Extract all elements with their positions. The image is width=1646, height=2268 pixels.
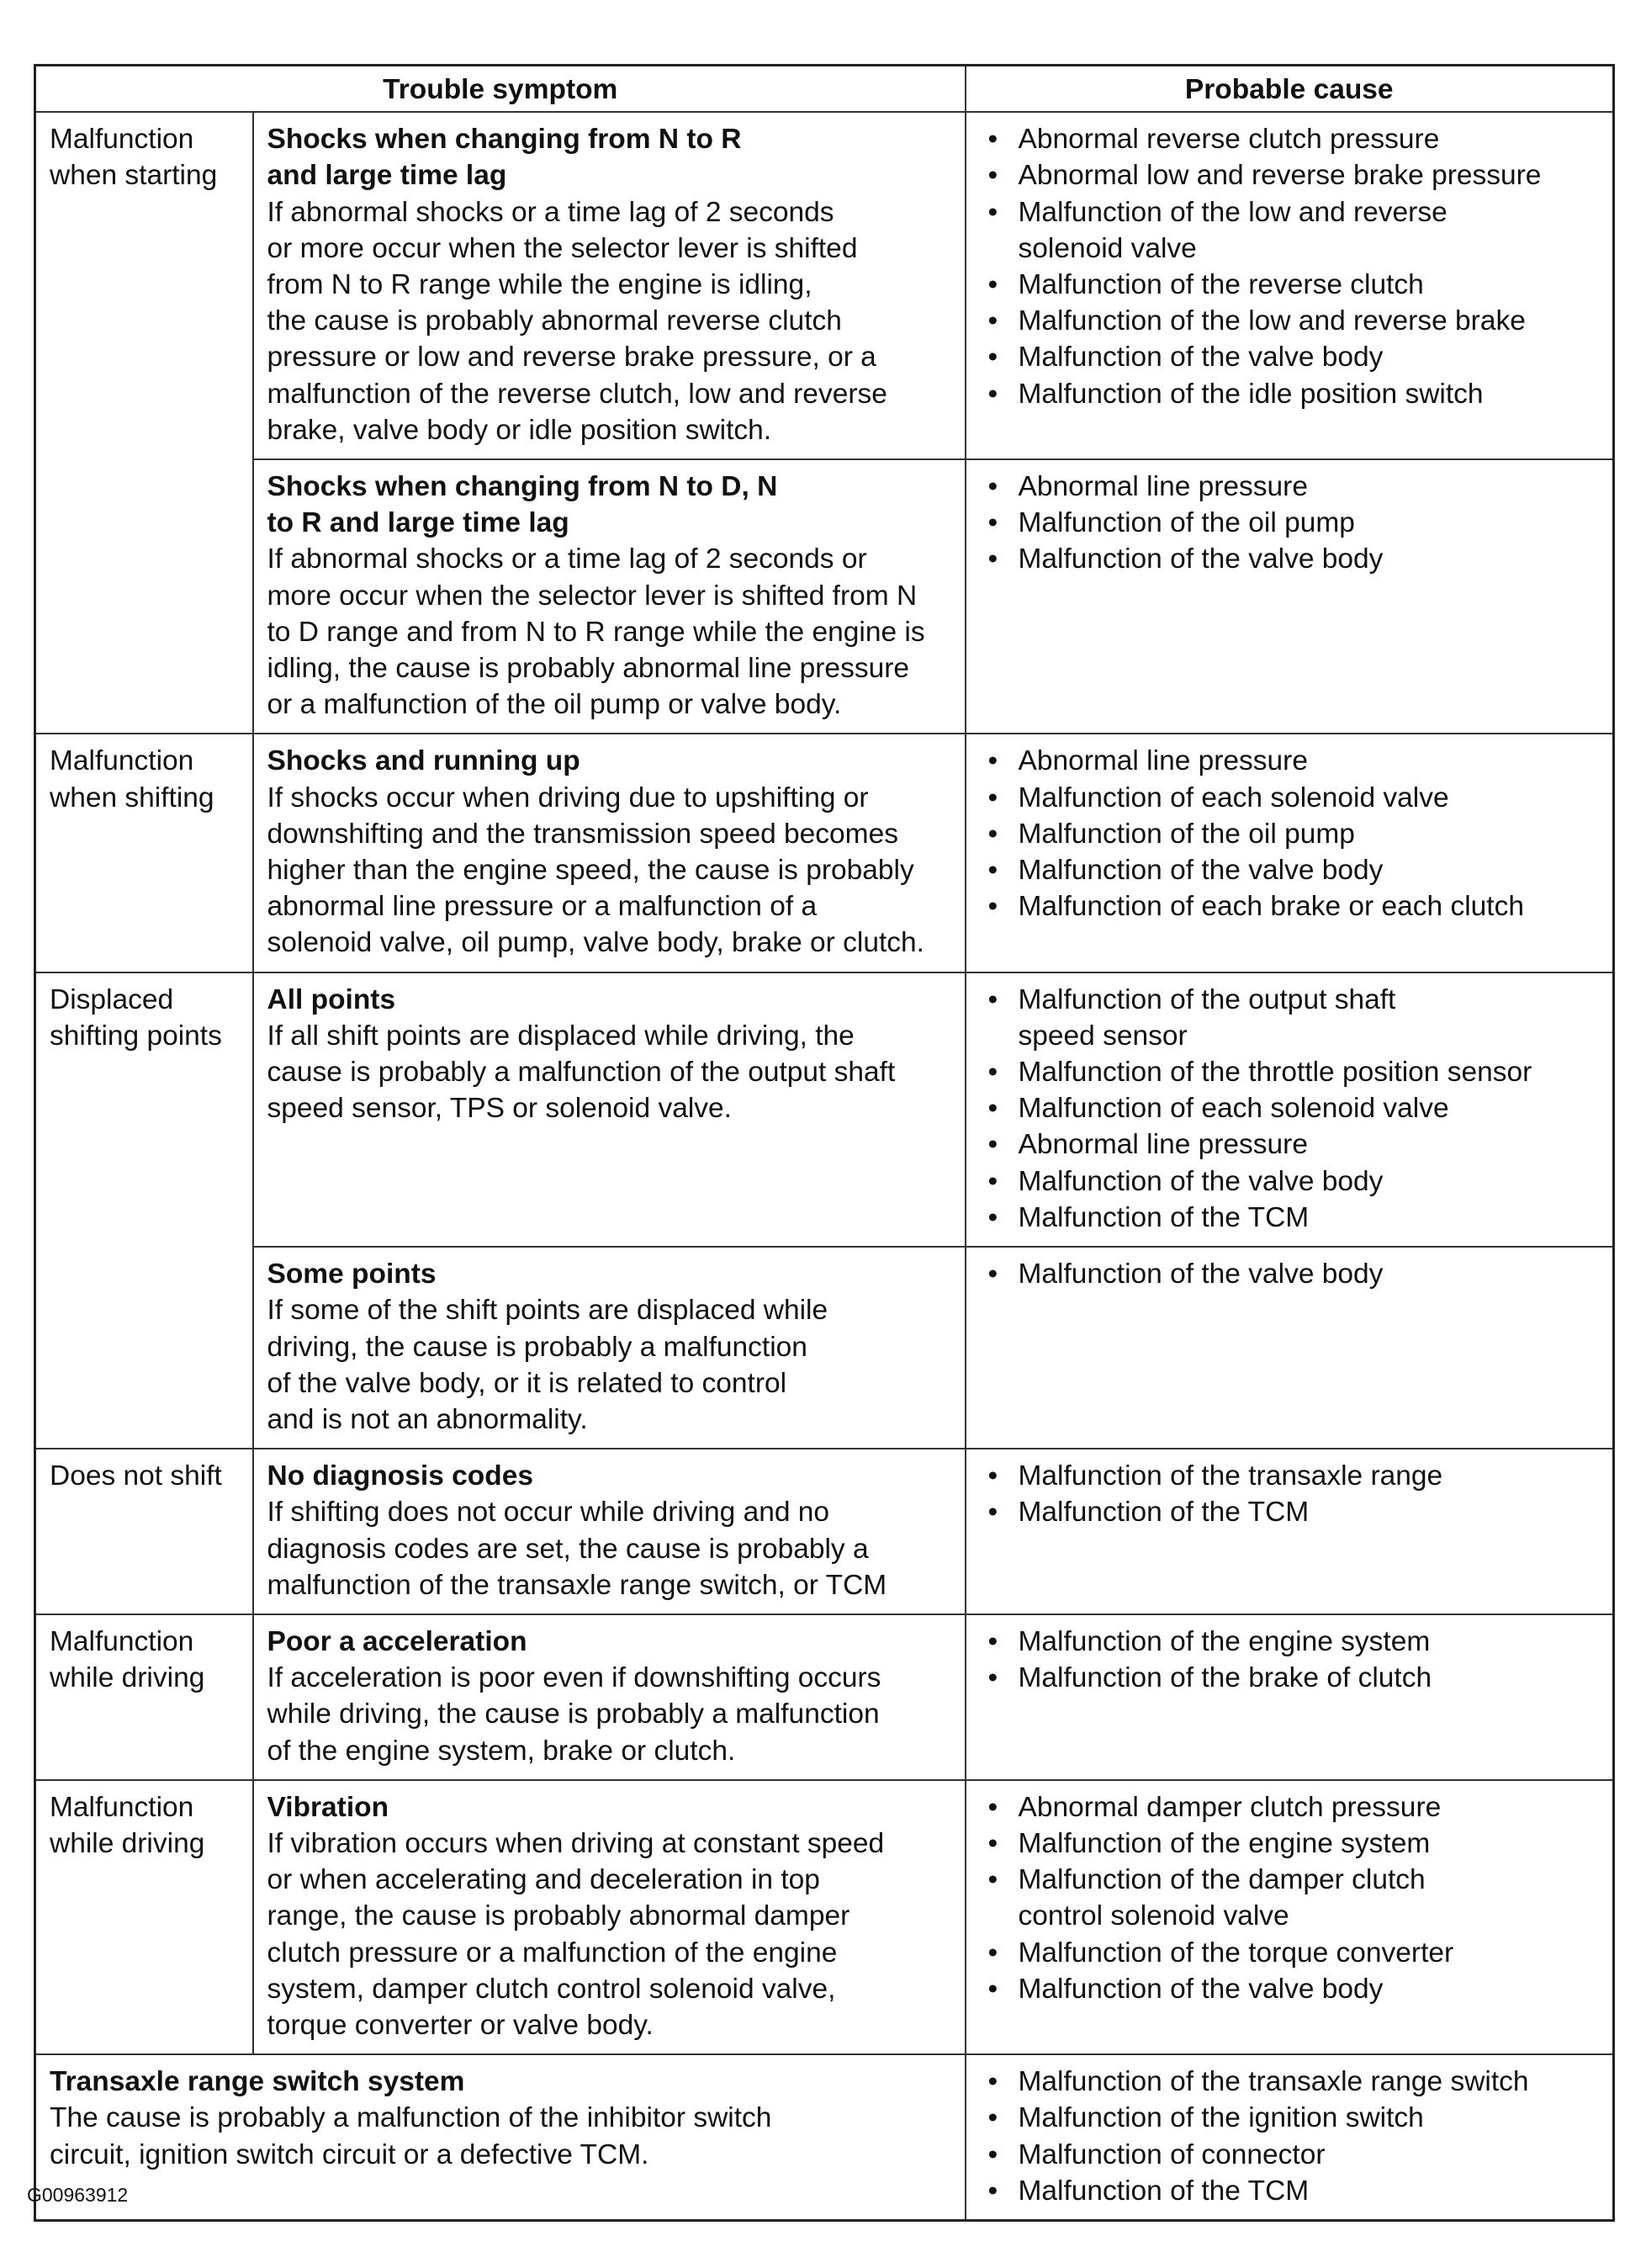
table-row [35,112,1614,459]
symptom-cell [253,1780,966,2054]
symptom-description: If shifting does not occur while driving and no diagnosis codes are set, the cause is probably a malfunction of the transaxle range switch, or TCM [267,1497,887,1601]
probable-cause-cell [966,972,1614,1247]
cause-item: • Abnormal damper clutch pressure [1019,1789,1600,1826]
symptom-description: If vibration occurs when driving at constant speed or when accelerating and deceleration in top range, the cause is probably abnormal damper clutch pressure or a malfunction of the engine system, damper clutch control solenoid valve, torque converter or valve body. [267,1827,885,2041]
symptom-description: If all shift points are displaced while driving, the cause is probably a malfunction of the output shaft speed sensor, TPS or solenoid valve. [267,1020,896,1125]
symptom-title: Transaxle range switch system [50,2066,465,2098]
probable-cause-cell [966,734,1614,972]
probable-cause-cell [966,1780,1614,2054]
cause-list [980,1789,1600,2007]
cause-item: • Malfunction of the oil pump [1019,816,1600,852]
cause-item: • Malfunction of the engine system [1019,1826,1600,1862]
cause-item: • Malfunction of each solenoid valve [1019,780,1600,816]
symptom-category: Malfunction while driving [35,1780,253,2054]
symptom-cell [253,1614,966,1780]
probable-cause-cell [966,1449,1614,1614]
cause-item: • Malfunction of the output shaft speed sensor [1019,982,1600,1054]
cause-list [980,469,1600,578]
symptom-title: Vibration [267,1791,389,1823]
table-row [35,972,1614,1247]
cause-list [980,2064,1600,2209]
symptom-title: Shocks and running up [267,745,580,777]
symptom-description: If abnormal shocks or a time lag of 2 seconds or more occur when the selector lever is shifted from N to D range and from N to R range while the engine is idling, the cause is probably abnormal line pressure or a malfunction of the oil pump or valve body. [267,543,925,721]
cause-item: • Malfunction of the TCM [1019,2173,1600,2209]
symptom-description: If some of the shift points are displaced while driving, the cause is probably a malfunction of the valve body, or it is related to control and is not an abnormality. [267,1295,828,1435]
cause-list [980,1256,1600,1292]
table-body [35,112,1614,2220]
cause-list [980,1458,1600,1530]
cause-item: • Malfunction of each brake or each clutch [1019,888,1600,925]
cause-item: • Malfunction of the transaxle range switch [1019,2064,1600,2100]
table-row [35,1449,1614,1614]
probable-cause-cell [966,112,1614,459]
symptom-description: The cause is probably a malfunction of the inhibitor switch circuit, ignition switch circuit or a defective TCM. [50,2102,772,2170]
probable-cause-cell [966,459,1614,734]
probable-cause-cell [966,1614,1614,1780]
symptom-cell [253,1247,966,1449]
symptom-title: All points [267,983,396,1015]
symptom-title: Shocks when changing from N to R and large time lag [267,124,742,192]
cause-item: • Malfunction of the damper clutch control solenoid valve [1019,1862,1600,1934]
symptom-description: If abnormal shocks or a time lag of 2 seconds or more occur when the selector lever is shifted from N to R range while the engine is idling, the cause is probably abnormal reverse clutch pressure or low and reverse brake pressure, or a malfunction of the reverse clutch, low and reverse brake, valve body or idle position switch. [267,196,887,446]
cause-item: • Malfunction of the valve body [1019,852,1600,888]
symptom-cell [253,112,966,459]
symptom-cell [253,1449,966,1614]
cause-item: • Malfunction of each solenoid valve [1019,1090,1600,1126]
symptom-cell [253,972,966,1247]
symptom-category: Malfunction when shifting [35,734,253,972]
cause-item: • Malfunction of the ignition switch [1019,2100,1600,2136]
cause-item: • Malfunction of the valve body [1019,541,1600,577]
cause-item: • Malfunction of the valve body [1019,1971,1600,2007]
symptom-description: If acceleration is poor even if downshifting occurs while driving, the cause is probably a malfunction of the engine system, brake or clutch. [267,1662,881,1767]
cause-item: • Abnormal line pressure [1019,469,1600,505]
probable-cause-cell [966,2054,1614,2220]
cause-item: • Malfunction of the low and reverse solenoid valve [1019,194,1600,267]
trouble-symptom-table [34,64,1615,2222]
cause-item: • Malfunction of the idle position switch [1019,376,1600,412]
symptom-category: Malfunction while driving [35,1614,253,1780]
cause-item: • Malfunction of the low and reverse brake [1019,303,1600,339]
cause-item: • Malfunction of the valve body [1019,1163,1600,1200]
cause-list [980,743,1600,925]
header-trouble-symptom: Trouble symptom [35,66,966,113]
probable-cause-cell [966,1247,1614,1449]
symptom-category: Does not shift [35,1449,253,1614]
cause-list [980,982,1600,1236]
table-row [35,1780,1614,2054]
symptom-cell [253,459,966,734]
figure-id: G00963912 [27,2184,129,2206]
cause-item: • Malfunction of the valve body [1019,339,1600,375]
cause-list [980,121,1600,412]
symptom-title: Some points [267,1259,437,1290]
symptom-title: Poor a acceleration [267,1625,527,1657]
cause-item: • Abnormal reverse clutch pressure [1019,121,1600,157]
cause-item: • Abnormal line pressure [1019,743,1600,779]
table-row [35,459,1614,734]
cause-item: • Malfunction of the valve body [1019,1256,1600,1292]
table-row-transaxle-range-switch [35,2054,1614,2220]
symptom-title: Shocks when changing from N to D, N to R and large time lag [267,471,778,539]
cause-item: • Malfunction of the transaxle range [1019,1458,1600,1494]
symptom-category: Displaced shifting points [35,972,253,1449]
header-probable-cause: Probable cause [966,66,1614,113]
cause-item: • Abnormal low and reverse brake pressure [1019,157,1600,193]
cause-item: • Malfunction of the brake of clutch [1019,1660,1600,1696]
cause-item: • Malfunction of the TCM [1019,1200,1600,1236]
cause-item: • Malfunction of the engine system [1019,1624,1600,1660]
cause-item: • Malfunction of the oil pump [1019,505,1600,541]
cause-item: • Malfunction of the torque converter [1019,1935,1600,1971]
symptom-category: Malfunction when starting [35,112,253,734]
symptom-cell [253,734,966,972]
cause-item: • Malfunction of the reverse clutch [1019,267,1600,303]
cause-item: • Malfunction of the TCM [1019,1494,1600,1530]
cause-item: • Abnormal line pressure [1019,1126,1600,1163]
symptom-title: No diagnosis codes [267,1460,533,1492]
cause-list [980,1624,1600,1696]
cause-item: • Malfunction of connector [1019,2137,1600,2173]
document [34,64,1612,2222]
cause-item: • Malfunction of the throttle position sensor [1019,1054,1600,1090]
symptom-cell [35,2054,966,2220]
table-row [35,1247,1614,1449]
table-row [35,1614,1614,1780]
table-row [35,734,1614,972]
header-row [35,66,1614,113]
symptom-description: If shocks occur when driving due to upshifting or downshifting and the transmission speed becomes higher than the engine speed, the cause is probably abnormal line pressure or a malfunction of a solenoid valve, oil pump, valve body, brake or clutch. [267,782,924,959]
